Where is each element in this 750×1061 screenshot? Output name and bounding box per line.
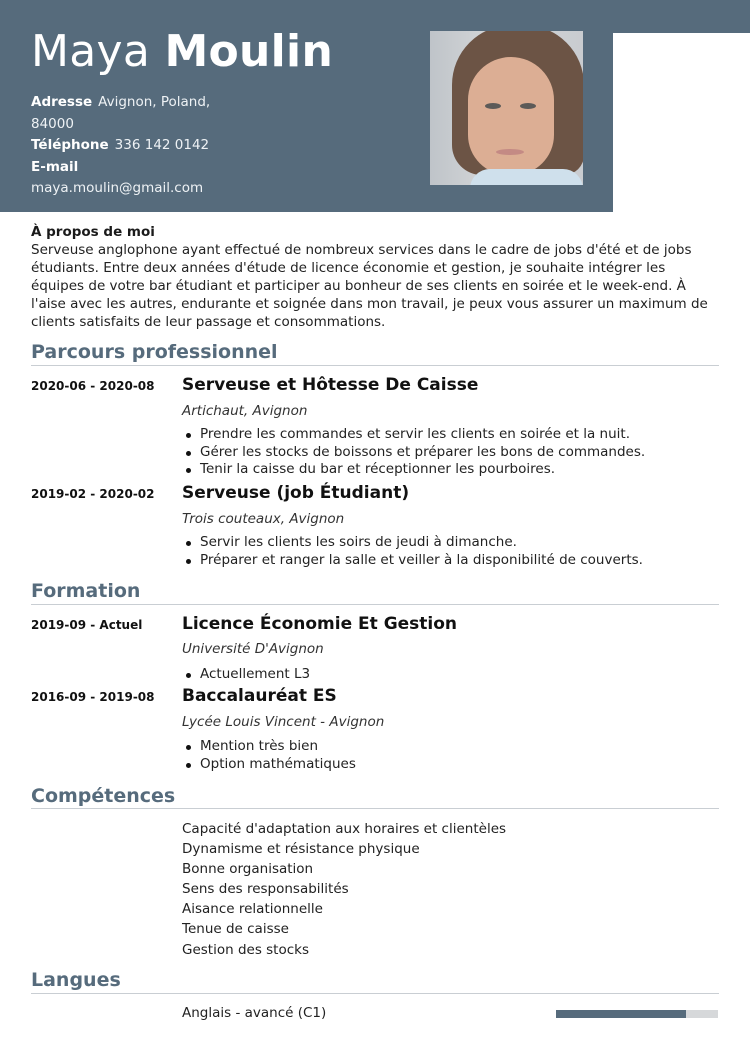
entry-place: Lycée Louis Vincent - Avignon [182,714,385,730]
bullet-item: Mention très bien [200,738,356,756]
entry-place: Université D'Avignon [182,641,324,657]
entry-bullets [200,666,310,684]
email-value[interactable]: maya.moulin@gmail.com [31,180,204,196]
skill-item: Sens des responsabilités [182,881,349,898]
entry-dates: 2019-02 - 2020-02 [31,487,155,501]
about-text: Serveuse anglophone ayant effectué de nombreux services dans le cadre de jobs d'été et de jobs étudiants. Entre deux années d'étude de licence économie et gestion, je souhaite intégrer les équipes de votre bar étudiant et participer au bonheur de ses clients en soirée et le week-end. À l'aise avec les autres, endurante et soignée dans mon travail, je peux vous assurer un maximum de clients satisfaits de leur passage et consommations. [31,242,708,330]
about-title: À propos de moi [31,224,155,240]
profile-photo [430,31,583,185]
entry-dates: 2016-09 - 2019-08 [31,690,155,704]
entry-place: Artichaut, Avignon [182,403,308,419]
entry-place: Trois couteaux, Avignon [182,511,345,527]
address-label: Adresse [31,94,93,110]
entry-bullets [200,534,643,569]
bullet-item: Actuellement L3 [200,666,311,682]
skill-item: Tenue de caisse [182,921,289,938]
language-level-bar [556,1010,718,1018]
last-name: Moulin [164,26,334,77]
entry-title: Licence Économie Et Gestion [182,614,458,634]
section-title-languages: Langues [31,969,121,991]
section-divider [31,604,719,605]
entry-title: Baccalauréat ES [182,686,337,706]
skills-list [182,819,506,960]
candidate-name [31,26,334,77]
entry-bullets [200,426,645,479]
skill-item: Capacité d'adaptation aux horaires et clientèles [182,821,507,837]
bullet-item: Tenir la caisse du bar et réceptionner les pourboires. [200,461,645,479]
entry-dates: 2020-06 - 2020-08 [31,379,155,393]
bullet-item: Servir les clients les soirs de jeudi à dimanche. [200,534,643,552]
bullet-item: Option mathématiques [200,755,356,772]
skill-item: Dynamisme et résistance physique [182,841,420,858]
section-title-education: Formation [31,580,141,602]
section-divider [31,993,719,994]
first-name: Maya [31,26,151,77]
skill-item: Aisance relationnelle [182,901,323,918]
address-value: Avignon, Poland, [98,94,211,110]
entry-bullets [200,738,356,773]
language-label: Anglais - avancé (C1) [182,1005,327,1021]
phone-label: Téléphone [31,137,109,153]
section-title-experience: Parcours professionnel [31,341,278,363]
skill-item: Gestion des stocks [182,941,310,958]
bullet-item: Préparer et ranger la salle et veiller à la disponibilité de couverts. [200,551,643,568]
phone-value: 336 142 0142 [114,137,210,153]
skill-item: Bonne organisation [182,861,314,878]
entry-title: Serveuse (job Étudiant) [182,483,410,503]
entry-dates: 2019-09 - Actuel [31,618,143,632]
email-label: E-mail [31,158,79,175]
section-divider [31,808,719,809]
section-divider [31,365,719,366]
entry-title: Serveuse et Hôtesse De Caisse [182,375,479,395]
section-title-skills: Compétences [31,785,176,807]
address-postcode: 84000 [31,115,74,132]
bullet-item: Gérer les stocks de boissons et préparer les bons de commandes. [200,443,646,460]
bullet-item: Prendre les commandes et servir les clients en soirée et la nuit. [200,426,645,444]
language-level-fill [556,1010,686,1018]
contact-info [31,92,231,200]
